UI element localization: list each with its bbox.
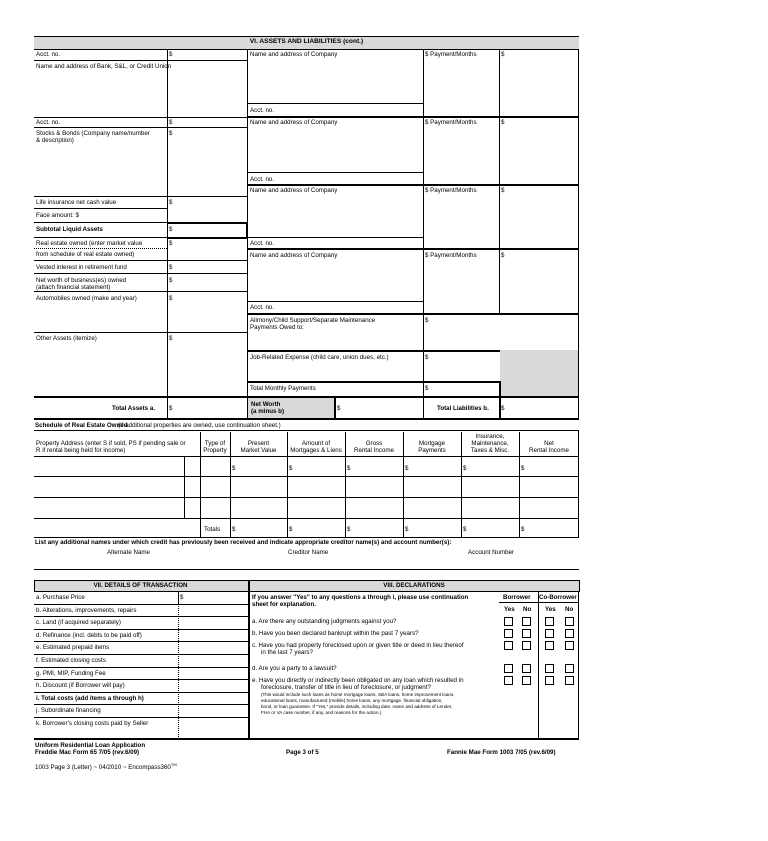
question-e: e. Have you directly or indirectly been obligated on any loan which resulted in bbox=[252, 677, 464, 684]
question-e-note: FHA or VA case number, if any, and reasons for the action.) bbox=[261, 710, 382, 715]
rule bbox=[34, 654, 248, 655]
col-net: Net bbox=[544, 440, 554, 447]
divider bbox=[345, 432, 346, 537]
transaction-item: d. Refinance (incl. debts to be paid off) bbox=[36, 631, 142, 639]
rule bbox=[34, 456, 579, 457]
divider bbox=[499, 49, 500, 314]
col-gross: Gross bbox=[365, 440, 383, 447]
rule bbox=[34, 332, 247, 333]
dollar-sign: $ bbox=[169, 130, 173, 137]
real-estate-label: from schedule of real estate owned) bbox=[36, 251, 135, 258]
col-mortgages: Amount of bbox=[301, 440, 331, 447]
rule bbox=[34, 291, 247, 292]
company-name-label: Name and address of Company bbox=[250, 51, 338, 58]
dollar-sign: $ bbox=[425, 354, 429, 361]
net-worth-business-label: Net worth of business(es) owned bbox=[36, 277, 127, 284]
rule bbox=[167, 237, 247, 239]
col-payments: Mortgage bbox=[418, 440, 446, 447]
col-mortgages: Mortgages & Liens bbox=[290, 447, 342, 454]
rule bbox=[34, 679, 248, 680]
question-e: foreclosure, transfer of title in lieu of foreclosure, or judgment? bbox=[261, 684, 431, 691]
divider bbox=[287, 432, 288, 537]
rule bbox=[247, 381, 500, 383]
total-monthly-label: Total Monthly Payments bbox=[250, 385, 316, 392]
rule bbox=[34, 430, 579, 431]
rule bbox=[34, 260, 247, 261]
divider bbox=[178, 604, 179, 739]
rule bbox=[247, 184, 579, 186]
dollar-sign: $ bbox=[501, 187, 505, 194]
rule bbox=[34, 60, 247, 61]
col-market: Present bbox=[247, 440, 270, 447]
acct-no-label: Acct. no. bbox=[250, 304, 275, 311]
coborrower-label: Co-Borrower bbox=[539, 594, 577, 601]
transaction-item: e. Estimated prepaid items bbox=[36, 644, 110, 652]
declaration-checkbox[interactable] bbox=[504, 676, 513, 685]
rule bbox=[34, 667, 248, 668]
transaction-item: a. Purchase Price bbox=[36, 594, 85, 601]
face-amount-label: Face amount: $ bbox=[36, 212, 79, 219]
acct-no-label: Acct. no. bbox=[250, 176, 275, 183]
dollar-sign: $ bbox=[501, 252, 505, 259]
declaration-checkbox[interactable] bbox=[545, 641, 554, 650]
alimony-label: Payments Owed to: bbox=[250, 324, 304, 331]
dollar-sign: $ bbox=[232, 526, 236, 533]
dollar-sign: $ bbox=[169, 295, 173, 302]
encompass-text: 1003 Page 3 (Letter) ~ 04/2010 ~ Encompass360 bbox=[35, 764, 171, 772]
declaration-checkbox[interactable] bbox=[565, 676, 574, 685]
creditor-name-label: Creditor Name bbox=[288, 549, 329, 556]
shaded-cell bbox=[500, 350, 578, 396]
divider bbox=[423, 397, 424, 419]
rule bbox=[34, 641, 248, 642]
acct-no-label: Acct. no. bbox=[36, 119, 61, 126]
divider bbox=[578, 591, 579, 738]
dollar-sign: $ bbox=[169, 240, 173, 247]
rule bbox=[499, 397, 501, 419]
divider bbox=[461, 432, 462, 537]
declaration-checkbox[interactable] bbox=[522, 641, 531, 650]
total-assets-label: Total Assets a. bbox=[112, 405, 155, 412]
rule bbox=[34, 692, 248, 693]
dollar-sign: $ bbox=[337, 405, 341, 412]
declaration-checkbox[interactable] bbox=[522, 676, 531, 685]
question-e-note: (This would include such loans as home mortgage loans, SBA loans, home improvement loans, bbox=[261, 692, 455, 697]
no-label: No bbox=[565, 606, 574, 613]
life-insurance-label: Life insurance net cash value bbox=[36, 199, 117, 206]
alternate-instruction: List any additional names under which credit has previously been received and indicate appropriate creditor name(s) and account number(s): bbox=[35, 539, 452, 546]
rule bbox=[34, 629, 248, 630]
rule bbox=[34, 237, 167, 238]
declaration-checkbox[interactable] bbox=[545, 676, 554, 685]
company-name-label: Name and address of Company bbox=[250, 252, 338, 259]
declaration-checkbox[interactable] bbox=[504, 664, 513, 673]
transaction-item: g. PMI, MIP, Funding Fee bbox=[36, 669, 106, 677]
job-expense-label: Job-Related Expense (child care, union dues, etc.) bbox=[250, 354, 389, 361]
yes-label: Yes bbox=[504, 606, 515, 613]
rule bbox=[34, 497, 579, 498]
alternate-name-label: Alternate Name bbox=[107, 549, 150, 556]
freddie-form: Freddie Mac Form 65 7/05 (rev.6/09) bbox=[35, 749, 140, 756]
payment-months-label: $ Payment/Months bbox=[425, 51, 477, 58]
col-gross: Rental Income bbox=[354, 447, 394, 454]
divider bbox=[230, 432, 231, 537]
rule bbox=[34, 704, 248, 705]
rule bbox=[34, 518, 579, 519]
rule bbox=[247, 350, 500, 352]
account-number-label: Account Number bbox=[468, 549, 515, 556]
declaration-checkbox[interactable] bbox=[565, 641, 574, 650]
dollar-sign: $ bbox=[405, 526, 409, 533]
divider bbox=[178, 591, 179, 604]
declaration-checkbox[interactable] bbox=[504, 641, 513, 650]
fannie-form: Fannie Mae Form 1003 7/05 (rev.6/09) bbox=[447, 749, 556, 756]
question-d: d. Are you a party to a lawsuit? bbox=[252, 665, 337, 672]
divider bbox=[200, 432, 201, 537]
dollar-sign: $ bbox=[169, 51, 173, 58]
stocks-bonds-label: Stocks & Bonds (Company name/number bbox=[36, 130, 150, 137]
rule bbox=[247, 301, 423, 302]
form-title: Uniform Residential Loan Application bbox=[35, 742, 146, 749]
alimony-label: Alimony/Child Support/Separate Maintenance bbox=[250, 317, 376, 324]
col-insurance: Insurance, bbox=[475, 433, 505, 440]
payment-months-label: $ Payment/Months bbox=[425, 252, 477, 259]
payment-months-label: $ Payment/Months bbox=[425, 187, 477, 194]
divider bbox=[248, 580, 250, 738]
col-market: Market Value bbox=[240, 447, 277, 454]
section8-title: VIII. DECLARATIONS bbox=[383, 582, 445, 589]
question-a: a. Are there any outstanding judgments against you? bbox=[252, 618, 397, 625]
dollar-sign: $ bbox=[405, 465, 409, 472]
no-label: No bbox=[523, 606, 532, 613]
rule bbox=[247, 116, 579, 118]
question-b: b. Have you been declared bankrupt within the past 7 years? bbox=[252, 630, 419, 637]
dollar-sign: $ bbox=[425, 317, 429, 324]
dollar-sign: $ bbox=[347, 465, 351, 472]
rule bbox=[34, 117, 247, 118]
rule bbox=[34, 569, 579, 570]
dollar-sign: $ bbox=[232, 465, 236, 472]
transaction-item: f. Estimated closing costs bbox=[36, 657, 106, 664]
dollar-sign: $ bbox=[169, 277, 173, 284]
rule bbox=[34, 738, 579, 740]
divider bbox=[184, 456, 185, 518]
acct-no-label: Acct. no. bbox=[250, 240, 275, 247]
declaration-checkbox[interactable] bbox=[545, 664, 554, 673]
col-property: Property Address (enter S if sold, PS if pending sale or bbox=[36, 440, 186, 447]
declaration-checkbox[interactable] bbox=[504, 629, 513, 638]
yes-label: Yes bbox=[545, 606, 556, 613]
stocks-bonds-label: & description) bbox=[36, 137, 74, 144]
dollar-sign: $ bbox=[169, 226, 173, 233]
transaction-item: b. Alterations, improvements, repairs bbox=[36, 606, 137, 614]
encompass-footer bbox=[35, 761, 177, 771]
declarations-intro: sheet for explanation. bbox=[252, 601, 316, 608]
transaction-item: i. Total costs (add items a through h) bbox=[36, 694, 144, 702]
col-type: Type of bbox=[204, 440, 226, 447]
declarations-intro: If you answer "Yes" to any questions a through i, please use continuation bbox=[252, 594, 469, 601]
divider bbox=[538, 591, 539, 738]
dollar-sign: $ bbox=[463, 526, 467, 533]
rule bbox=[499, 381, 501, 397]
col-type: Property bbox=[203, 447, 227, 454]
company-name-label: Name and address of Company bbox=[250, 119, 338, 126]
declaration-checkbox[interactable] bbox=[565, 629, 574, 638]
rule bbox=[167, 222, 247, 224]
rule bbox=[34, 127, 247, 128]
rule bbox=[34, 418, 579, 420]
vested-interest-label: Vested interest in retirement fund bbox=[36, 264, 127, 271]
question-c: c. Have you had property foreclosed upon or given title or deed in lieu thereof bbox=[252, 642, 464, 649]
declaration-checkbox[interactable] bbox=[565, 617, 574, 626]
dollar-sign: $ bbox=[425, 385, 429, 392]
subtotal-liquid-label: Subtotal Liquid Assets bbox=[36, 226, 103, 233]
dollar-sign: $ bbox=[347, 526, 351, 533]
dollar-sign: $ bbox=[289, 465, 293, 472]
rule bbox=[247, 172, 423, 173]
rule bbox=[247, 248, 579, 250]
borrower-label: Borrower bbox=[503, 594, 531, 601]
section7-title: VII. DETAILS OF TRANSACTION bbox=[93, 582, 188, 589]
question-c: in the last 7 years? bbox=[261, 649, 313, 656]
col-property: R if rental being held for income) bbox=[36, 447, 126, 454]
net-worth-label: (a minus b) bbox=[251, 408, 285, 415]
rule bbox=[34, 273, 247, 274]
payment-months-label: $ Payment/Months bbox=[425, 119, 477, 126]
question-e-note: educational loans, manufactured (mobile) home loans, any mortgage, financial obligation, bbox=[261, 698, 443, 703]
declaration-checkbox[interactable] bbox=[522, 617, 531, 626]
acct-no-label: Acct. no. bbox=[36, 51, 61, 58]
divider bbox=[519, 432, 520, 537]
col-payments: Payments bbox=[418, 447, 446, 454]
company-name-label: Name and address of Company bbox=[250, 187, 338, 194]
rule bbox=[247, 237, 423, 238]
col-insurance: Taxes & Misc. bbox=[470, 447, 510, 454]
rule bbox=[34, 717, 248, 718]
dollar-sign: $ bbox=[169, 119, 173, 126]
rule bbox=[34, 196, 247, 197]
divider bbox=[167, 49, 168, 338]
total-liabilities-label: Total Liabilities b. bbox=[437, 405, 489, 412]
rule bbox=[334, 397, 336, 419]
dollar-sign: $ bbox=[180, 594, 184, 601]
other-assets-label: Other Assets (itemize) bbox=[36, 335, 97, 342]
declaration-checkbox[interactable] bbox=[522, 629, 531, 638]
declaration-checkbox[interactable] bbox=[565, 664, 574, 673]
declaration-checkbox[interactable] bbox=[545, 617, 554, 626]
rule bbox=[247, 103, 423, 104]
dollar-sign: $ bbox=[501, 119, 505, 126]
divider bbox=[167, 397, 168, 419]
rule bbox=[499, 602, 579, 603]
divider bbox=[167, 332, 168, 396]
schedule-note: (If additional properties are owned, use continuation sheet.) bbox=[118, 422, 281, 429]
dollar-sign: $ bbox=[463, 465, 467, 472]
dollar-sign: $ bbox=[169, 199, 173, 206]
transaction-item: h. Discount (if Borrower will pay) bbox=[36, 682, 125, 690]
divider bbox=[578, 430, 579, 537]
rule bbox=[34, 248, 167, 249]
bank-name-label: Name and address of Bank, S&L, or Credit Union bbox=[36, 63, 172, 70]
net-worth-label: Net Worth bbox=[251, 401, 281, 408]
dollar-sign: $ bbox=[169, 405, 173, 412]
transaction-item: c. Land (if acquired separately) bbox=[36, 619, 121, 627]
real-estate-label: Real estate owned (enter market value bbox=[36, 240, 143, 247]
dollar-sign: $ bbox=[169, 335, 173, 342]
declaration-checkbox[interactable] bbox=[522, 664, 531, 673]
schedule-title: Schedule of Real Estate Owned bbox=[35, 422, 128, 429]
section6-title: VI. ASSETS AND LIABILITIES (cont.) bbox=[249, 38, 364, 45]
trademark: TM bbox=[170, 762, 177, 767]
dollar-sign: $ bbox=[169, 264, 173, 271]
divider bbox=[403, 432, 404, 537]
col-net: Rental Income bbox=[529, 447, 569, 454]
dollar-sign: $ bbox=[289, 526, 293, 533]
rule bbox=[247, 313, 579, 315]
transaction-item: k. Borrower's closing costs paid by Seller bbox=[36, 720, 149, 727]
automobiles-label: Automobiles owned (make and year) bbox=[36, 295, 137, 302]
rule bbox=[34, 616, 248, 617]
dollar-sign: $ bbox=[521, 526, 525, 533]
rule bbox=[34, 476, 579, 477]
declaration-checkbox[interactable] bbox=[504, 617, 513, 626]
divider bbox=[423, 49, 424, 399]
question-e-note: bond, or loan guarantee. If "Yes," provide details, including date, name and address of Lender, bbox=[261, 704, 453, 709]
net-worth-business-label: (attach financial statement) bbox=[36, 284, 111, 291]
totals-label: Totals bbox=[204, 526, 221, 533]
rule bbox=[34, 604, 248, 605]
transaction-item: j. Subordinate financing bbox=[36, 707, 101, 715]
rule bbox=[34, 537, 579, 538]
dollar-sign: $ bbox=[501, 405, 505, 412]
divider bbox=[578, 49, 579, 419]
dollar-sign: $ bbox=[521, 465, 525, 472]
declaration-checkbox[interactable] bbox=[545, 629, 554, 638]
rule bbox=[34, 208, 167, 209]
rule bbox=[246, 222, 248, 238]
page-number: Page 3 of 5 bbox=[286, 749, 319, 756]
dollar-sign: $ bbox=[501, 51, 505, 58]
acct-no-label: Acct. no. bbox=[250, 107, 275, 114]
col-insurance: Maintenance, bbox=[471, 440, 509, 447]
